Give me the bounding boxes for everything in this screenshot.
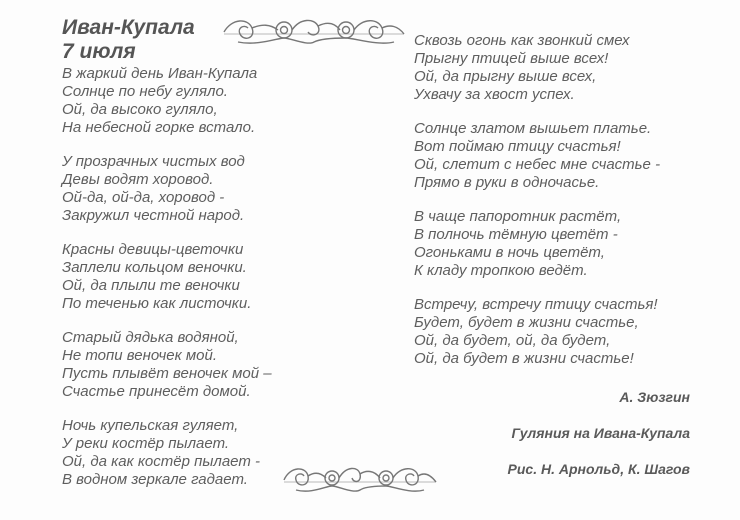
- poem-line: Заплели кольцом веночки.: [62, 259, 247, 276]
- poem-line: Пусть плывёт веночек мой –: [62, 365, 272, 382]
- poem-line: В полночь тёмную цветёт -: [414, 226, 618, 243]
- poem-line: Девы водят хоровод.: [62, 171, 214, 188]
- poem-line: Прыгну птицей выше всех!: [414, 50, 609, 67]
- poem-line: В чаще папоротник растёт,: [414, 208, 622, 225]
- stanza: [414, 32, 714, 104]
- stanza: [414, 208, 714, 280]
- poem-line: Ухвачу за хвост успех.: [414, 86, 575, 103]
- poem-line: У реки костёр пылает.: [62, 435, 230, 452]
- poem-line: Счастье принесёт домой.: [62, 383, 251, 400]
- poem-line: Вот поймаю птицу счастья!: [414, 138, 621, 155]
- poem-line: Ой, да будет в жизни счастье!: [414, 350, 634, 367]
- poem-line: Ой, слетит с небес мне счастье -: [414, 156, 661, 173]
- poem-line: Огоньками в ночь цветёт,: [414, 244, 605, 261]
- poem-left-column: [62, 65, 362, 505]
- poem-line: Ой, да будет, ой, да будет,: [414, 332, 611, 349]
- stanza: [62, 153, 362, 225]
- author-credit: А. Зюзгин: [619, 389, 690, 405]
- poem-right-column: [414, 32, 714, 384]
- poem-line: Будет, будет в жизни счастье,: [414, 314, 639, 331]
- poem-line: Прямо в руки в одночасье.: [414, 174, 600, 191]
- poem-line: Солнце златом вышьет платье.: [414, 120, 652, 137]
- stanza: [62, 329, 362, 401]
- poem-line: Старый дядька водяной,: [62, 329, 239, 346]
- illustration-credit: Рис. Н. Арнольд, К. Шагов: [507, 461, 690, 477]
- poem-line: Ой, да прыгну выше всех,: [414, 68, 597, 85]
- poem-line: Красны девицы-цветочки: [62, 241, 244, 258]
- poem-line: Ой, да как костёр пылает -: [62, 453, 261, 470]
- poem-line: По теченью как листочки.: [62, 295, 252, 312]
- stanza: [414, 120, 714, 192]
- stanza: [62, 65, 362, 137]
- poem-line: У прозрачных чистых вод: [62, 153, 245, 170]
- source-credit: Гуляния на Ивана-Купала: [511, 425, 690, 441]
- poem-line: Солнце по небу гуляло.: [62, 83, 228, 100]
- poem-line: К кладу тропкою ведёт.: [414, 262, 588, 279]
- poem-line: Не топи веночек мой.: [62, 347, 218, 364]
- poem-line: Ночь купельская гуляет,: [62, 417, 239, 434]
- poem-line: Сквозь огонь как звонкий смех: [414, 32, 630, 49]
- poem-line: Ой, да плыли те веночки: [62, 277, 240, 294]
- stanza: [62, 241, 362, 313]
- poem-title: Иван-Купала: [62, 16, 195, 39]
- floral-ornament-bottom-icon: [280, 456, 440, 496]
- poem-line: Ой-да, ой-да, хоровод -: [62, 189, 225, 206]
- poem-line: Ой, да высоко гуляло,: [62, 101, 218, 118]
- poem-line: На небесной горке встало.: [62, 119, 256, 136]
- stanza: [414, 296, 714, 368]
- poem-line: Закружил честной народ.: [62, 207, 245, 224]
- poem-date: 7 июля: [62, 40, 136, 63]
- floral-ornament-top-icon: [218, 12, 410, 48]
- poem-line: Встречу, встречу птицу счастья!: [414, 296, 658, 313]
- poem-line: В водном зеркале гадает.: [62, 471, 248, 488]
- poem-line: В жаркий день Иван-Купала: [62, 65, 258, 82]
